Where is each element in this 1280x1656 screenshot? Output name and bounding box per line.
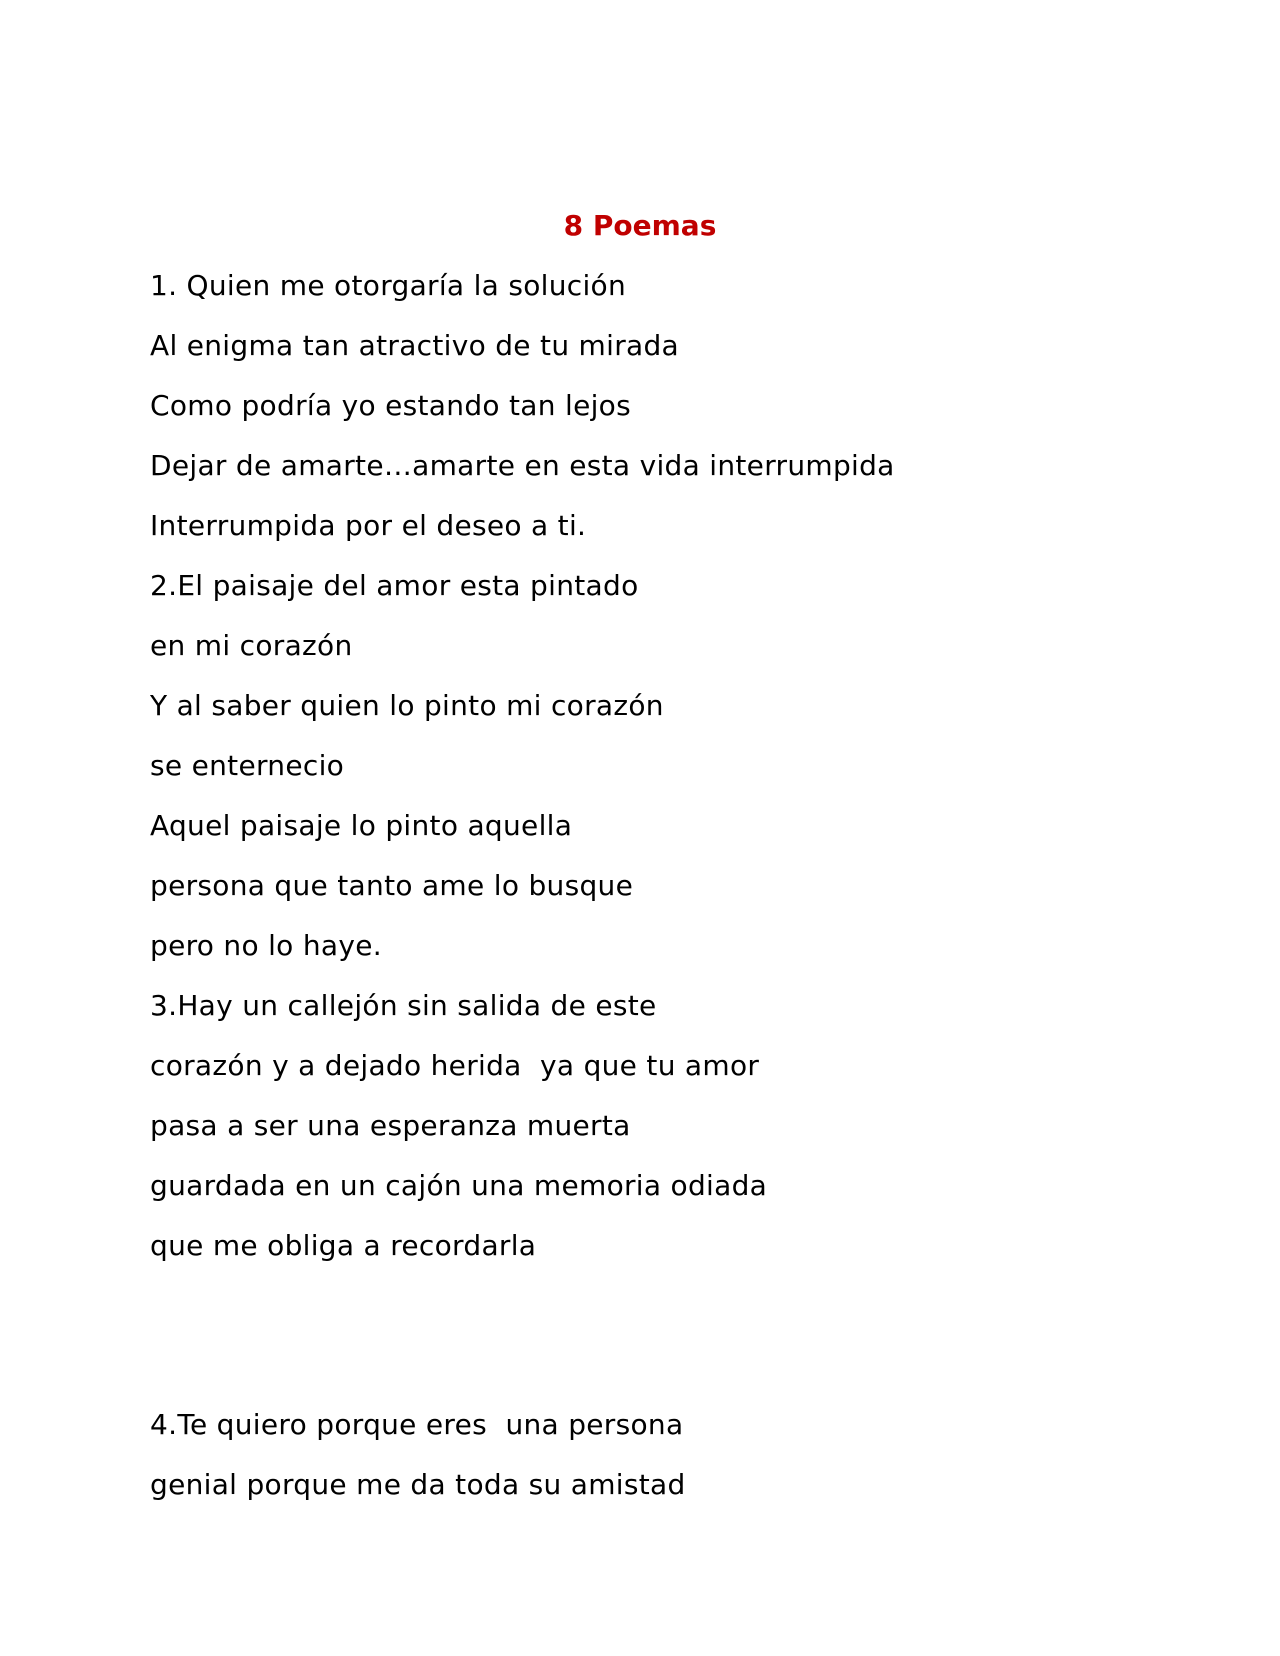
blank-space bbox=[150, 1288, 1150, 1407]
poem-line: Al enigma tan atractivo de tu mirada bbox=[150, 329, 680, 362]
poem-line: genial porque me da toda su amistad bbox=[150, 1468, 686, 1501]
poem-line: 2.El paisaje del amor esta pintado bbox=[150, 569, 639, 602]
poem-line: persona que tanto ame lo busque bbox=[150, 869, 634, 902]
poem-line: Dejar de amarte…amarte en esta vida interrumpida bbox=[150, 449, 895, 482]
poem-line: pero no lo haye. bbox=[150, 929, 382, 962]
poem-line: corazón y a dejado herida ya que tu amor bbox=[150, 1049, 760, 1082]
poem-line: guardada en un cajón una memoria odiada bbox=[150, 1169, 768, 1202]
poem-line: 1. Quien me otorgaría la solución bbox=[150, 269, 627, 302]
poem-line: 3.Hay un callejón sin salida de este bbox=[150, 989, 657, 1022]
poem-line: en mi corazón bbox=[150, 629, 353, 662]
poem-line: que me obliga a recordarla bbox=[150, 1229, 537, 1262]
poem-line: pasa a ser una esperanza muerta bbox=[150, 1109, 631, 1142]
poem-body bbox=[150, 268, 1150, 1527]
poem-line: se enternecio bbox=[150, 749, 345, 782]
poem-line: Como podría yo estando tan lejos bbox=[150, 389, 632, 422]
poem-line: 4.Te quiero porque eres una persona bbox=[150, 1408, 684, 1441]
document-title: 8 Poemas bbox=[563, 209, 717, 242]
poem-line: Y al saber quien lo pinto mi corazón bbox=[150, 689, 664, 722]
poem-line: Aquel paisaje lo pinto aquella bbox=[150, 809, 573, 842]
poem-line: Interrumpida por el deseo a ti. bbox=[150, 509, 587, 542]
